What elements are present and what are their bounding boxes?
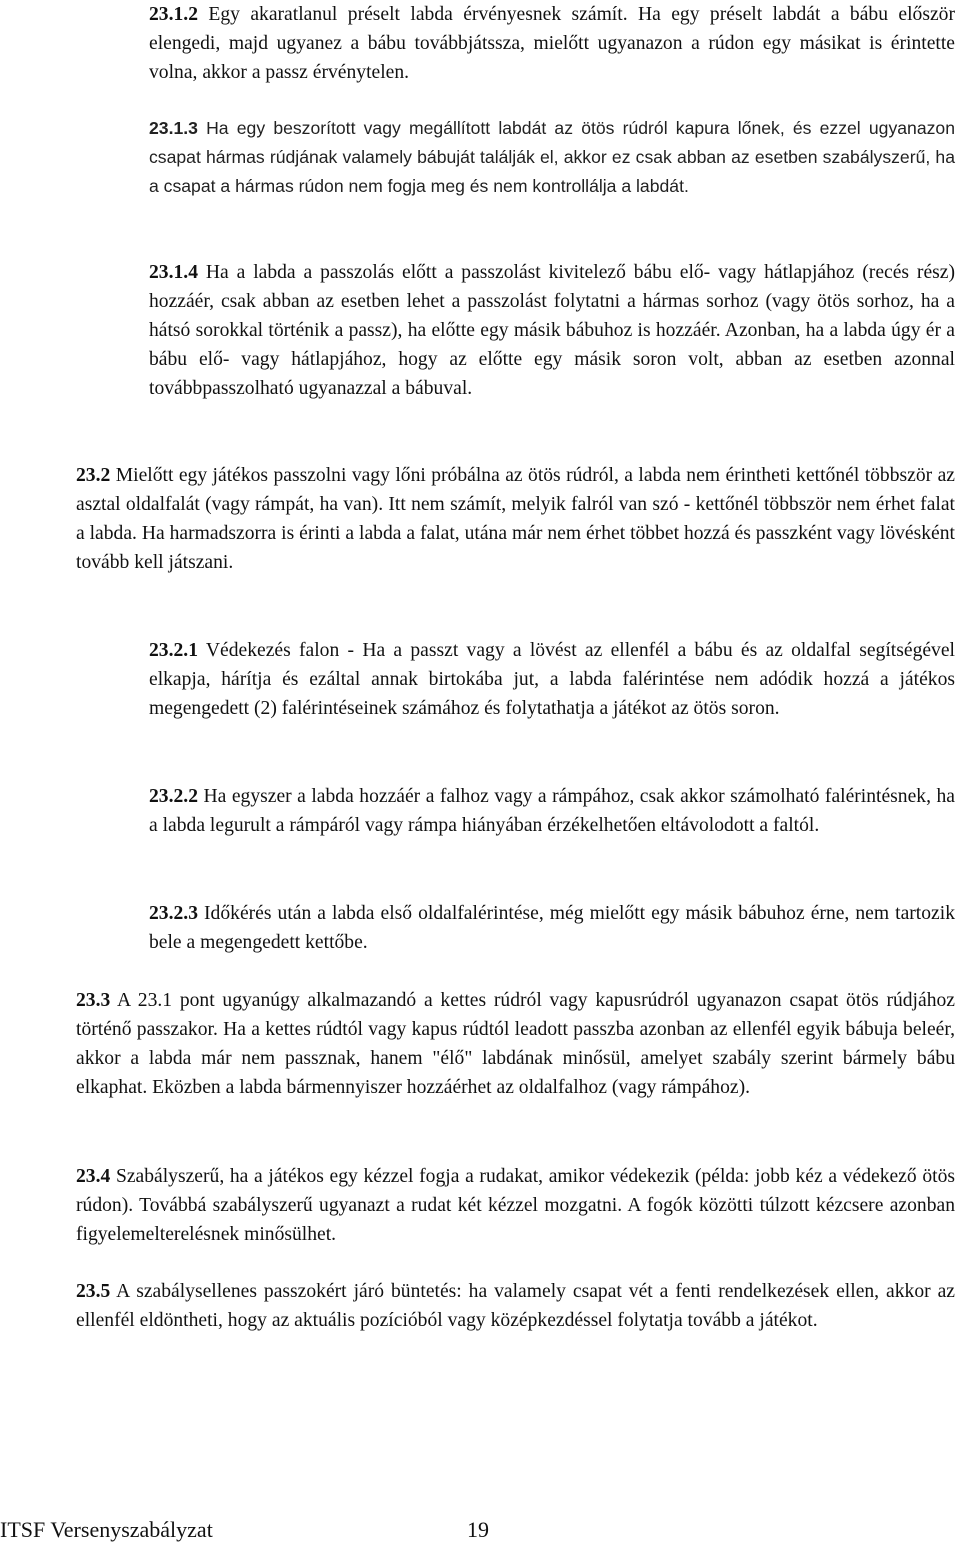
section-number: 23.4 (76, 1166, 111, 1187)
section-number: 23.1.3 (149, 118, 198, 138)
paragraph-23-2-3 (149, 899, 955, 957)
paragraph-23-1-4 (149, 258, 955, 403)
paragraph-23-5 (76, 1277, 955, 1335)
section-number: 23.2.3 (149, 903, 198, 924)
section-number: 23.2.1 (149, 640, 198, 661)
paragraph-text: Védekezés falon - Ha a passzt vagy a lövést az ellenfél a bábu és az oldalfal segítségével elkapja, hárítja és ezáltal annak birtokába jut, a labda falérintése nem adódik hozzá a játékos megengedett (2) falérintéseinek számához és folytathatja a játékot az ötös soron. (149, 640, 955, 719)
section-number: 23.2.2 (149, 786, 198, 807)
paragraph-23-2-2 (149, 782, 955, 840)
paragraph-23-2-1 (149, 636, 955, 723)
section-number: 23.3 (76, 990, 111, 1011)
paragraph-text: A 23.1 pont ugyanúgy alkalmazandó a kettes rúdról vagy kapusrúdról ugyanazon csapat ötös rúdjához történő passzakor. Ha a kettes rúdtól vagy kapus rúdtól leadott passzba azonban az ellenfél egyik bábuja beleér, akkor a labda már nem passznak, hanem "élő" labdának minősül, amelyet szabály szerint bármely bábu elkaphat. Eközben a labda bármennyiszer hozzáérhet az oldalfalhoz (vagy rámpához). (76, 990, 955, 1098)
paragraph-text: Időkérés után a labda első oldalfalérintése, még mielőtt egy másik bábuhoz érne, nem tartozik bele a megengedett kettőbe. (149, 903, 955, 953)
paragraph-text: Mielőtt egy játékos passzolni vagy lőni próbálna az ötös rúdról, a labda nem érintheti kettőnél többször az asztal oldalfalát (vagy rámpát, ha van). Itt nem számít, melyik falról van szó - kettőnél többször nem érhet falat a labda. Ha harmadszorra is érinti a labda a falat, utána már nem érhet többet hozzá és passzként vagy lövésként tovább kell játszani. (76, 465, 955, 573)
footer-title: ITSF Versenyszabályzat (0, 1517, 213, 1542)
section-number: 23.1.4 (149, 262, 198, 283)
page-number: 19 (467, 1517, 489, 1542)
paragraph-text: Ha a labda a passzolás előtt a passzolást kivitelező bábu elő- vagy hátlapjához (recés rész) hozzáér, csak abban az esetben lehet a passzolást folytatni a hármas sorhoz (vagy ötös sorhoz, ha a hátsó sorokkal történik a passz), ha előtte egy másik bábuhoz is hozzáér. Azonban, ha a labda úgy ér a bábu elő- vagy hátlapjához, hogy az előtte egy másik soron volt, abban az esetben azonnal továbbpasszolható ugyanazzal a bábuval. (149, 262, 955, 399)
paragraph-text: Egy akaratlanul préselt labda érvényesnek számít. Ha egy préselt labdát a bábu először elengedi, majd ugyanez a bábu továbbjátssza, mielőtt ugyanazon a rúdon egy másikat is érintette volna, akkor a passz érvénytelen. (149, 4, 955, 83)
section-number: 23.2 (76, 465, 111, 486)
paragraph-23-1-2 (149, 0, 955, 87)
section-number: 23.1.2 (149, 4, 198, 25)
section-number: 23.5 (76, 1281, 111, 1302)
paragraph-text: Ha egyszer a labda hozzáér a falhoz vagy a rámpához, csak akkor számolható falérintésnek, ha a labda legurult a rámpáról vagy rámpa hiányában érzékelhetően eltávolodott a faltól. (149, 786, 955, 836)
paragraph-23-2 (76, 461, 955, 577)
paragraph-23-1-3 (149, 114, 955, 201)
paragraph-text: A szabálysellenes passzokért járó büntetés: ha valamely csapat vét a fenti rendelkezések ellen, akkor az ellenfél eldöntheti, hogy az aktuális pozícióból vagy középkezdéssel folytatja tovább a játékot. (76, 1281, 955, 1331)
paragraph-text: Ha egy beszorított vagy megállított labdát az ötös rúdról kapura lőnek, és ezzel ugyanazon csapat hármas rúdjának valamely bábuját találják el, akkor ez csak abban az esetben szabályszerű, ha a csapat a hármas rúdon nem fogja meg és nem kontrollálja a labdát. (149, 118, 955, 196)
paragraph-23-4 (76, 1162, 955, 1249)
paragraph-23-3 (76, 986, 955, 1102)
paragraph-text: Szabályszerű, ha a játékos egy kézzel fogja a rudakat, amikor védekezik (példa: jobb kéz a védekező ötös rúdon). Továbbá szabályszerű ugyanazt a rudat két kézzel mozgatni. A fogók közötti túlzott kézcsere azonban figyelemelterelésnek minősülhet. (76, 1166, 955, 1245)
page-footer (0, 1517, 960, 1547)
